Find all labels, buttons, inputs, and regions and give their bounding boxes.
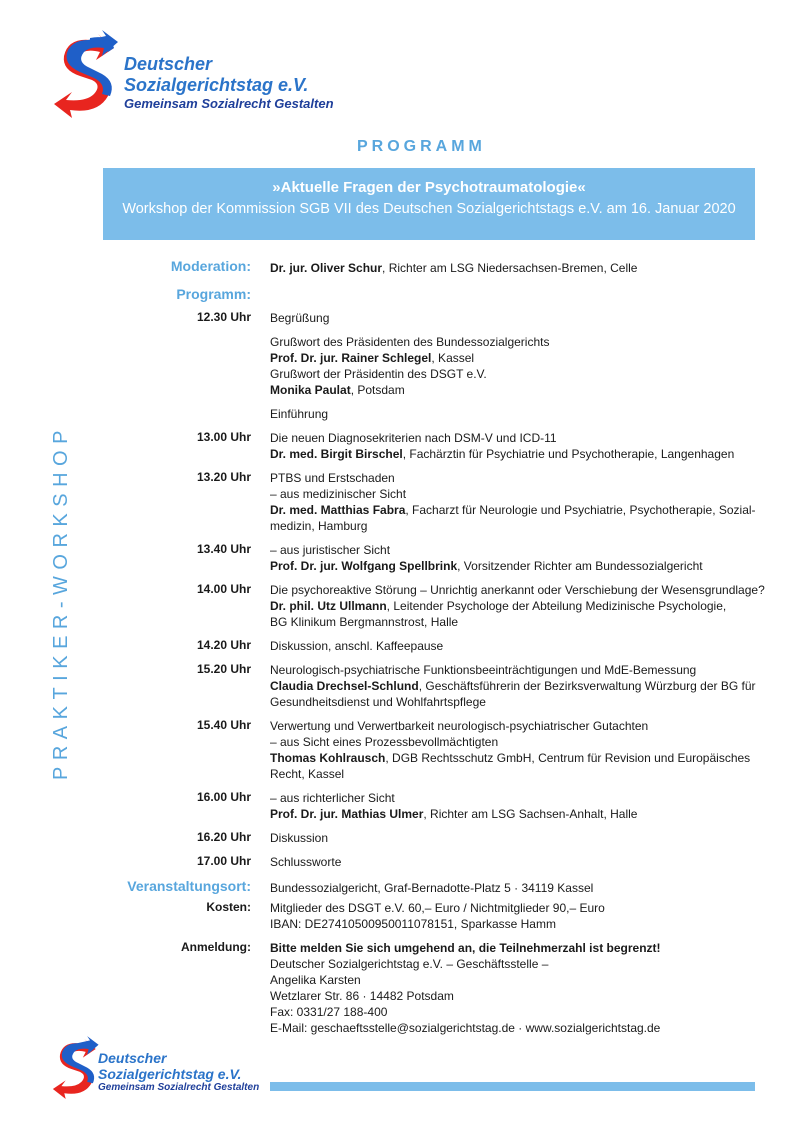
dsgt-logo-icon [50, 30, 120, 122]
registration-line: Wetzlarer Str. 86 · 14482 Potsdam [270, 989, 454, 1003]
schedule-content [270, 582, 765, 630]
logo-line-2: Sozialgerichtstag e.V. [124, 75, 309, 95]
schedule-line [270, 502, 755, 518]
schedule-line [270, 598, 755, 614]
schedule-content [270, 830, 755, 846]
line-text: – aus juristischer Sicht [270, 543, 391, 557]
schedule-content [270, 638, 755, 654]
schedule-content [270, 854, 755, 870]
schedule-time: 16.20 Uhr [196, 830, 251, 844]
speaker-name: Claudia Drechsel-Schlund [270, 679, 419, 693]
line-text: , Geschäftsführerin der Bezirksverwaltung Würzburg der BG für [418, 679, 756, 693]
speaker-name: Prof. Dr. jur. Rainer Schlegel [270, 351, 432, 365]
schedule-line [270, 470, 755, 486]
line-text: Einführung [270, 407, 329, 421]
schedule-content [270, 470, 755, 534]
dsgt-logo-icon [50, 1036, 100, 1102]
schedule-time: 13.20 Uhr [196, 470, 251, 484]
line-text: , DGB Rechtsschutz GmbH, Centrum für Revision und Europäisches [385, 751, 751, 765]
line-text: Neurologisch-psychiatrische Funktionsbeeinträchtigungen und MdE-Bemessung [270, 663, 697, 677]
schedule-line [270, 350, 755, 366]
schedule-time: 12.30 Uhr [196, 310, 251, 324]
moderator-role: , Richter am LSG Niedersachsen-Bremen, Celle [382, 261, 638, 275]
schedule-line [270, 406, 755, 422]
registration-label: Anmeldung: [181, 940, 251, 954]
title-banner [103, 168, 755, 240]
speaker-name: Dr. phil. Utz Ullmann [270, 599, 387, 613]
schedule-time: 17.00 Uhr [196, 854, 251, 868]
schedule-content [270, 334, 755, 398]
schedule-line [270, 558, 755, 574]
line-text: – aus richterlicher Sicht [270, 791, 395, 805]
schedule-content [270, 310, 755, 326]
schedule-line [270, 430, 755, 446]
schedule-content [270, 406, 755, 422]
schedule-content [270, 430, 755, 462]
line-text: BG Klinikum Bergmannstrost, Halle [270, 615, 459, 629]
registration-line: Deutscher Sozialgerichtstag e.V. – Geschäftsstelle – [270, 957, 549, 971]
programm-label: Programm: [176, 286, 251, 302]
schedule-line [270, 542, 755, 558]
schedule-line [270, 614, 755, 630]
venue-label: Veranstaltungsort: [127, 878, 251, 894]
schedule-line [270, 334, 755, 350]
schedule-time: 15.40 Uhr [196, 718, 251, 732]
line-text: Diskussion [270, 831, 329, 845]
schedule-time: 13.00 Uhr [196, 430, 251, 444]
costs-label: Kosten: [206, 900, 251, 914]
programm-heading: PROGRAMM [357, 138, 486, 155]
line-text: , Facharzt für Neurologie und Psychiatrie, Psychotherapie, Sozial- [405, 503, 756, 517]
line-text: Gesundheitsdienst und Wohlfahrtspflege [270, 695, 486, 709]
side-label: PRAKTIKER-WORKSHOP [50, 424, 72, 780]
line-text: Diskussion, anschl. Kaffeepause [270, 639, 444, 653]
line-text: Schlussworte [270, 855, 342, 869]
schedule-line [270, 734, 755, 750]
logo-line-1: Deutscher [98, 1050, 167, 1066]
schedule-time: 14.20 Uhr [196, 638, 251, 652]
logo-tagline: Gemeinsam Sozialrecht Gestalten [98, 1082, 260, 1093]
schedule-line [270, 310, 755, 326]
line-text: medizin, Hamburg [270, 519, 368, 533]
speaker-name: Prof. Dr. jur. Wolfgang Spellbrink [270, 559, 458, 573]
logo-line-2: Sozialgerichtstag e.V. [98, 1066, 242, 1082]
schedule-line [270, 662, 755, 678]
line-text: Begrüßung [270, 311, 330, 325]
footer-bar [270, 1082, 755, 1091]
line-text: Recht, Kassel [270, 767, 345, 781]
schedule-line [270, 718, 755, 734]
moderation-content [270, 260, 755, 276]
logo-line-1: Deutscher [124, 54, 213, 74]
schedule-time: 16.00 Uhr [196, 790, 251, 804]
banner-subtitle: Workshop der Kommission SGB VII des Deutschen Sozialgerichtstags e.V. am 16. Januar 2020 [122, 201, 736, 217]
schedule-line [270, 806, 755, 822]
costs-iban: IBAN: DE27410500950011078151, Sparkasse Hamm [270, 917, 556, 931]
speaker-name: Thomas Kohlrausch [270, 751, 386, 765]
speaker-name: Dr. med. Matthias Fabra [270, 503, 406, 517]
logo-tagline: Gemeinsam Sozialrecht Gestalten [124, 96, 334, 111]
line-text: , Richter am LSG Sachsen-Anhalt, Halle [423, 807, 638, 821]
schedule-line [270, 694, 755, 710]
moderator-name: Dr. jur. Oliver Schur [270, 261, 383, 275]
schedule-content [270, 790, 755, 822]
line-text: , Vorsitzender Richter am Bundessozialgericht [457, 559, 703, 573]
venue-text: Bundessozialgericht, Graf-Bernadotte-Platz 5 · 34119 Kassel [270, 881, 594, 895]
line-text: , Kassel [431, 351, 475, 365]
registration-notice: Bitte melden Sie sich umgehend an, die Teilnehmerzahl ist begrenzt! [270, 941, 661, 955]
schedule-line [270, 366, 755, 382]
line-text: , Leitender Psychologe der Abteilung Medizinische Psychologie, [386, 599, 727, 613]
schedule-content [270, 662, 755, 710]
line-text: PTBS und Erstschaden [270, 471, 395, 485]
registration-content [270, 940, 755, 1036]
line-text: – aus Sicht eines Prozessbevollmächtigten [270, 735, 499, 749]
costs-line: Mitglieder des DSGT e.V. 60,– Euro / Nichtmitglieder 90,– Euro [270, 901, 605, 915]
schedule-time: 14.00 Uhr [196, 582, 251, 596]
schedule-line [270, 582, 765, 598]
schedule-content [270, 718, 755, 782]
line-text: Grußwort des Präsidenten des Bundessozialgerichts [270, 335, 550, 349]
line-text: Verwertung und Verwertbarkeit neurologisch-psychiatrischer Gutachten [270, 719, 649, 733]
moderation-label: Moderation: [170, 258, 251, 274]
schedule-line [270, 766, 755, 782]
registration-line: Angelika Karsten [270, 973, 361, 987]
line-text: , Potsdam [350, 383, 405, 397]
registration-line: Fax: 0331/27 188-400 [270, 1005, 388, 1019]
banner-title: »Aktuelle Fragen der Psychotraumatologie« [272, 179, 586, 196]
speaker-name: Monika Paulat [270, 383, 351, 397]
line-text: Die psychoreaktive Störung – Unrichtig anerkannt oder Verschiebung der Wesensgrundlage? [270, 583, 765, 597]
schedule-line [270, 750, 755, 766]
schedule-time: 13.40 Uhr [196, 542, 251, 556]
schedule-content [270, 542, 755, 574]
costs-content [270, 900, 755, 932]
line-text: , Fachärztin für Psychiatrie und Psychotherapie, Langenhagen [402, 447, 735, 461]
schedule-time: 15.20 Uhr [196, 662, 251, 676]
schedule-line [270, 830, 755, 846]
speaker-name: Dr. med. Birgit Birschel [270, 447, 403, 461]
line-text: Die neuen Diagnosekriterien nach DSM-V und ICD-11 [270, 431, 557, 445]
schedule-line [270, 790, 755, 806]
line-text: Grußwort der Präsidentin des DSGT e.V. [270, 367, 487, 381]
registration-contact: E-Mail: geschaeftsstelle@sozialgerichtstag.de · www.sozialgerichtstag.de [270, 1021, 661, 1035]
schedule-line [270, 678, 755, 694]
schedule-line [270, 382, 755, 398]
schedule-line [270, 446, 755, 462]
speaker-name: Prof. Dr. jur. Mathias Ulmer [270, 807, 424, 821]
line-text: – aus medizinischer Sicht [270, 487, 407, 501]
schedule-line [270, 518, 755, 534]
schedule-line [270, 638, 755, 654]
schedule-line [270, 486, 755, 502]
schedule-line [270, 854, 755, 870]
